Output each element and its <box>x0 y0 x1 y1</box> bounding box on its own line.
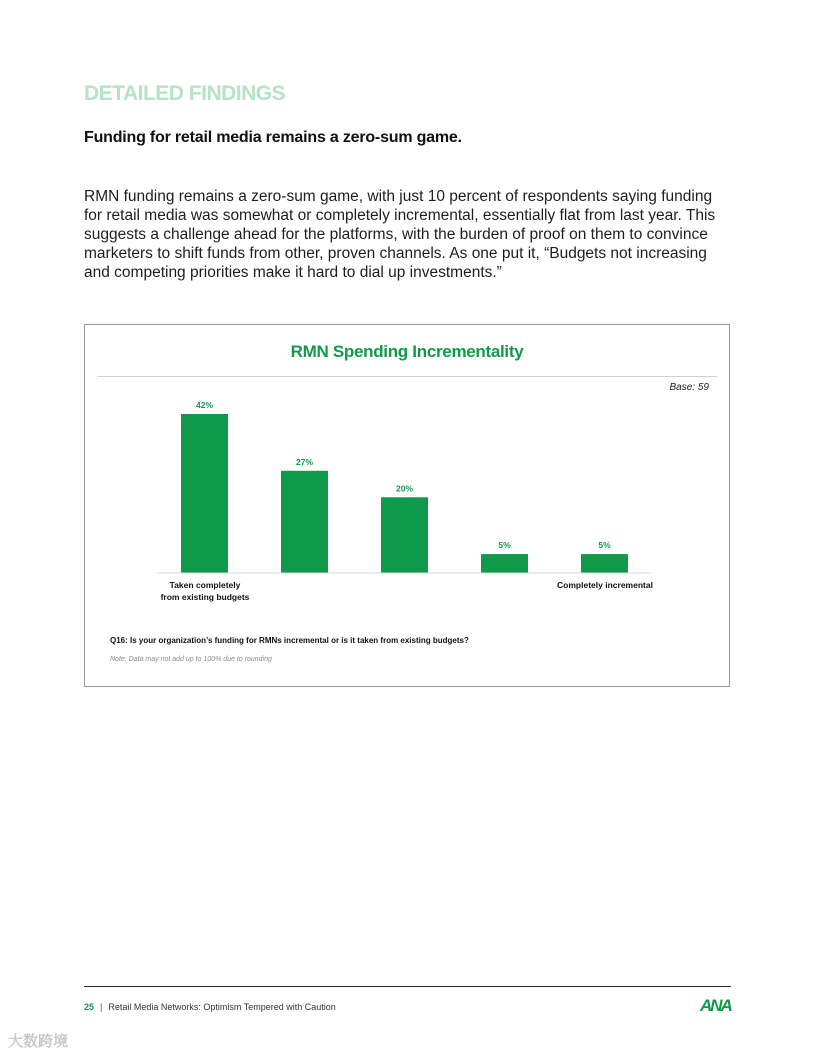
footer-doc-title: Retail Media Networks: Optimism Tempered with Caution <box>108 1002 336 1012</box>
axis-label-right-line-1: Completely incremental <box>557 580 653 590</box>
page-footer <box>84 1002 336 1012</box>
chart-panel <box>84 324 730 687</box>
axis-label-left-line-2: from existing budgets <box>160 592 250 602</box>
footer-divider <box>84 986 731 987</box>
footer-separator: | <box>100 1002 103 1012</box>
axis-label-left <box>135 579 275 603</box>
bar-3 <box>381 497 428 573</box>
ana-logo: ANA <box>700 996 731 1015</box>
bar-5-value-label: 5% <box>598 540 611 551</box>
bar-5 <box>581 554 628 573</box>
axis-label-left-line-1: Taken completely <box>169 580 241 590</box>
page-number: 25 <box>84 1002 95 1012</box>
bar-3-value-label: 20% <box>395 483 414 494</box>
chart-title: RMN Spending Incrementality <box>290 342 524 361</box>
chart-note: Note: Data may not add up to 100% due to rounding <box>110 656 272 663</box>
chart-base-label: Base: 59 <box>669 382 709 393</box>
watermark: 大数跨境 <box>8 1033 69 1050</box>
bar-1-value-label: 42% <box>195 400 214 410</box>
section-label: DETAILED FINDINGS <box>84 82 286 105</box>
survey-question: Q16: Is your organization’s funding for RMNs incremental or is it taken from existing budgets? <box>110 636 469 645</box>
bar-4-value-label: 5% <box>498 540 511 551</box>
body-paragraph: RMN funding remains a zero-sum game, with just 10 percent of respondents saying funding for retail media was somewhat or completely incremental, essentially flat from last year. This suggests a challenge ahead for the platforms, with the burden of proof on them to convince marketers to shift funds from other, proven channels. As one put it, “Budgets not increasing and competing priorities make it hard to dial up investments.” <box>84 188 716 281</box>
page-subtitle: Funding for retail media remains a zero-sum game. <box>84 129 462 146</box>
bar-4 <box>481 554 528 573</box>
bar-1 <box>181 414 228 573</box>
bar-2 <box>281 471 328 573</box>
bar-2-value-label: 27% <box>295 456 314 467</box>
axis-label-right <box>535 579 675 591</box>
